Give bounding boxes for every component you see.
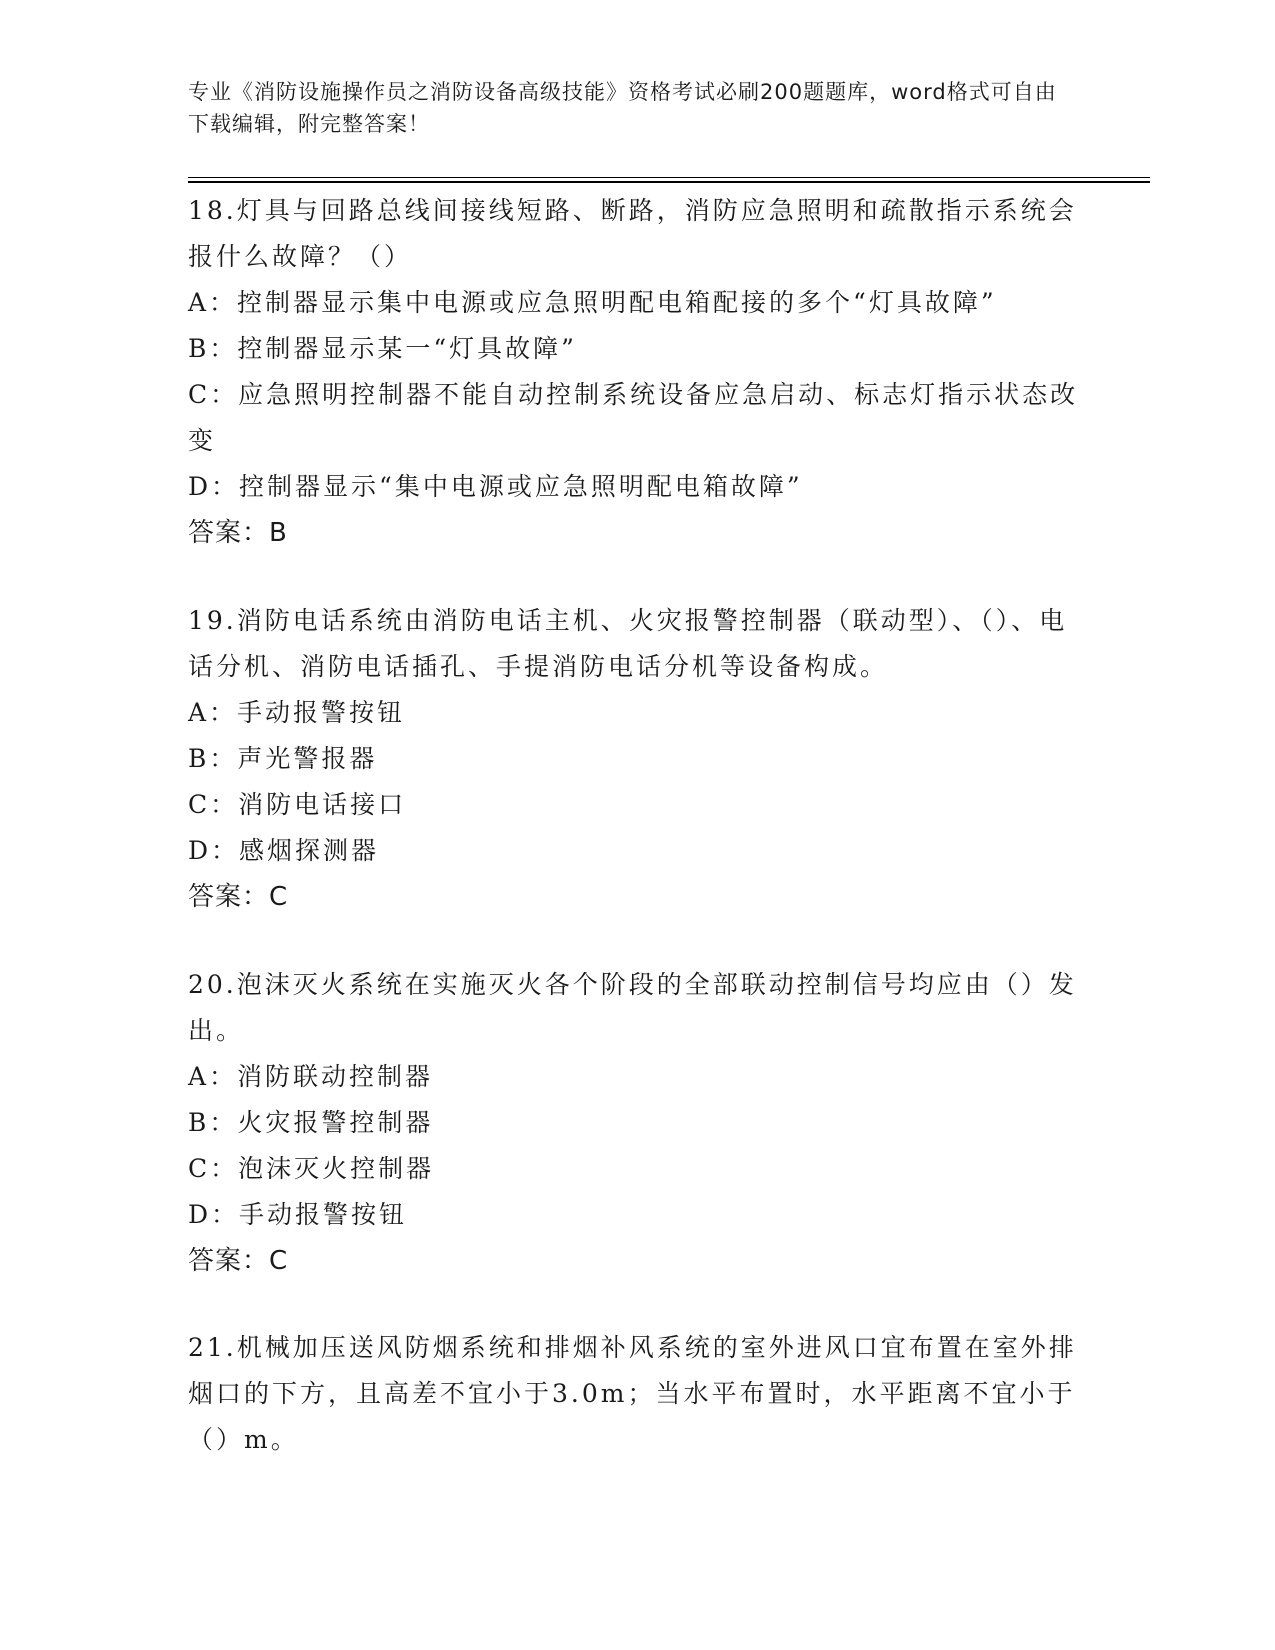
option-a: A：消防联动控制器 bbox=[188, 1062, 434, 1091]
question-stem: 20.泡沫灭火系统在实施灭火各个阶段的全部联动控制信号均应由（）发出。 bbox=[188, 970, 1077, 1045]
option-d: D：感烟探测器 bbox=[188, 836, 380, 865]
page-header: 专业《消防设施操作员之消防设备高级技能》资格考试必刷200题题库，word格式可自由下载编辑，附完整答案！ bbox=[188, 80, 1057, 136]
answer: 答案：C bbox=[188, 1246, 289, 1276]
option-c: C：泡沫灭火控制器 bbox=[188, 1154, 435, 1183]
option-d: D：控制器显示“集中电源或应急照明配电箱故障” bbox=[188, 472, 803, 501]
option-c: C：消防电话接口 bbox=[188, 790, 407, 819]
option-c: C：应急照明控制器不能自动控制系统设备应急启动、标志灯指示状态改变 bbox=[188, 380, 1079, 455]
question-stem: 19.消防电话系统由消防电话主机、火灾报警控制器（联动型）、（）、电话分机、消防电话插孔、手提消防电话分机等设备构成。 bbox=[188, 606, 1068, 681]
question-18 bbox=[188, 188, 1088, 556]
question-20 bbox=[188, 962, 1088, 1284]
answer: 答案：B bbox=[188, 518, 288, 548]
option-a: A：手动报警按钮 bbox=[188, 698, 406, 727]
question-19 bbox=[188, 598, 1088, 920]
question-stem: 21.机械加压送风防烟系统和排烟补风系统的室外进风口宜布置在室外排烟口的下方，且高差不宜小于3.0m；当水平布置时，水平距离不宜小于（）m。 bbox=[188, 1333, 1077, 1454]
option-b: B：火灾报警控制器 bbox=[188, 1108, 434, 1137]
option-d: D：手动报警按钮 bbox=[188, 1200, 408, 1229]
answer: 答案：C bbox=[188, 882, 289, 912]
option-a: A：控制器显示集中电源或应急照明配电箱配接的多个“灯具故障” bbox=[188, 288, 997, 317]
option-b: B：控制器显示某一“灯具故障” bbox=[188, 334, 577, 363]
header-rule-thin bbox=[188, 177, 1150, 178]
option-b: B：声光警报器 bbox=[188, 744, 378, 773]
question-21 bbox=[188, 1325, 1088, 1463]
question-stem: 18.灯具与回路总线间接线短路、断路，消防应急照明和疏散指示系统会报什么故障？（） bbox=[188, 196, 1077, 271]
header-rule-thick bbox=[188, 181, 1150, 183]
